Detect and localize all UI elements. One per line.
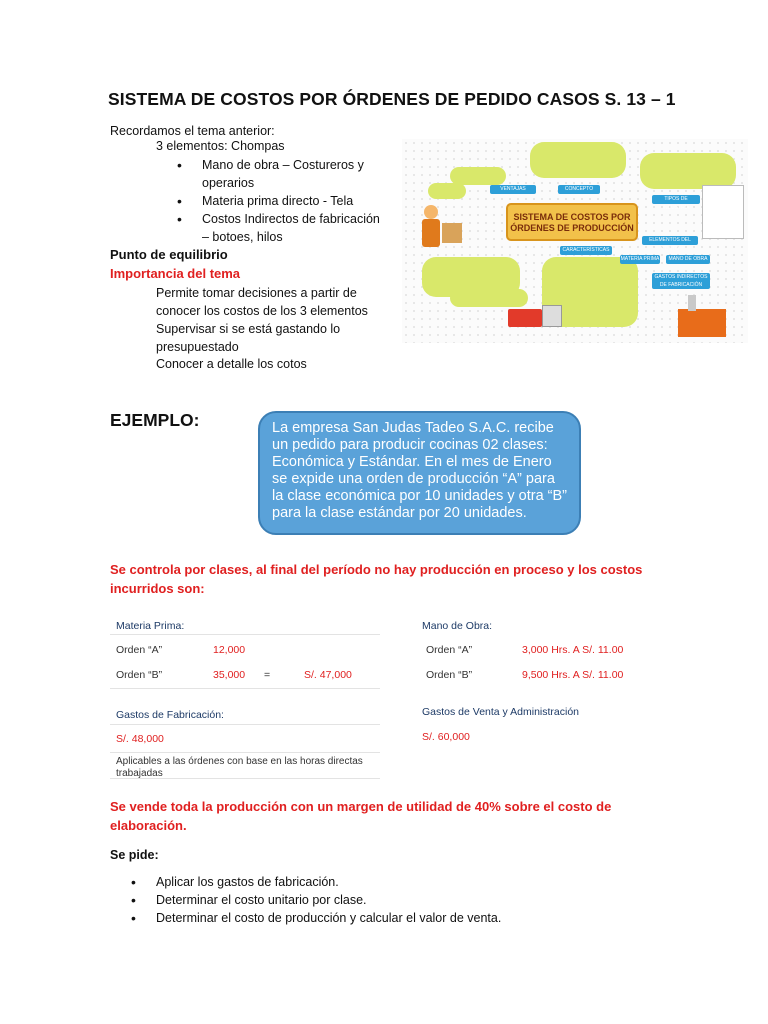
mo-order-a-label: Orden “A” [426, 644, 473, 656]
concept-cloud [530, 142, 626, 178]
factory-illustration [678, 309, 726, 337]
node-materia: MATERIA PRIMA [620, 256, 660, 262]
costs-table-image [110, 606, 636, 780]
node-ventajas: VENTAJAS [490, 185, 536, 194]
order-a-amount: 12,000 [213, 644, 246, 656]
example-heading: EJEMPLO: [110, 410, 200, 430]
industry-cloud [640, 153, 736, 189]
advantage-cloud [450, 289, 528, 307]
recap-elements: 3 elementos: Chompas [156, 139, 285, 153]
control-statement: Se controla por clases, al final del período no hay producción en proceso y los costos incurridos son: [110, 562, 643, 596]
order-a-label: Orden “A” [116, 644, 163, 656]
mind-map-image [402, 139, 748, 343]
node-tipos: TIPOS DE INDUSTRIA [652, 195, 700, 204]
order-b-amount: 35,000 [213, 669, 246, 681]
mo-order-b-label: Orden “B” [426, 669, 473, 681]
importance-heading: Importancia del tema [110, 266, 241, 281]
elements-list [177, 156, 389, 246]
gastos-venta-label: Gastos de Venta y Administración [422, 706, 580, 718]
gastos-fabricacion-note: Aplicables a las órdenes con base en las horas directas trabajadas [116, 756, 363, 779]
worker-illustration [424, 205, 438, 219]
gastos-venta-amount: S/. 60,000 [422, 731, 470, 743]
sale-statement: Se vende toda la producción con un margen de utilidad de 40% sobre el costo de elaboración. [110, 799, 612, 833]
mo-order-a-detail: 3,000 Hrs. A S/. 11.00 [522, 644, 624, 656]
document-illustration [702, 185, 744, 239]
node-concepto: CONCEPTO [558, 185, 600, 194]
list-item: • Materia prima directo - Tela [177, 192, 389, 210]
materia-prima-total: S/. 47,000 [304, 669, 352, 681]
worker-body [422, 219, 440, 247]
mind-map-center: SISTEMA DE COSTOS POR ÓRDENES DE PRODUCCIÓN [506, 203, 638, 241]
importance-line: Supervisar si se está gastando lo presupuestado [156, 322, 341, 354]
advantage-cloud [428, 183, 466, 199]
asks-list [131, 873, 651, 927]
page-title: SISTEMA DE COSTOS POR ÓRDENES DE PEDIDO CASOS S. 13 – 1 [108, 89, 676, 109]
equilibrium-heading: Punto de equilibrio [110, 247, 228, 262]
materia-prima-label: Materia Prima: [116, 620, 185, 632]
importance-line: Permite tomar decisiones a partir de conocer los costos de los 3 elementos [156, 286, 368, 318]
box-illustration [442, 223, 462, 243]
mo-order-b-detail: 9,500 Hrs. A S/. 11.00 [522, 669, 624, 681]
list-item: • Mano de obra – Costureros y operarios [177, 156, 389, 192]
truck-trailer [542, 305, 562, 327]
equals-sign: = [264, 669, 271, 681]
list-item: • Costos Indirectos de fabricación – botoes, hilos [177, 210, 389, 246]
gastos-fabricacion-amount: S/. 48,000 [116, 733, 164, 745]
list-item: • Determinar el costo unitario por clase. [131, 891, 651, 909]
list-item: • Aplicar los gastos de fabricación. [131, 873, 651, 891]
example-box: La empresa San Judas Tadeo S.A.C. recibe un pedido para producir cocinas 02 clases: Económica y Estándar. En el mes de Enero se expide una orden de producción “A” para la clase económica por 10 unidades y otra “B” para la clase estándar por 20 unidades. [258, 411, 581, 535]
node-mano-obra: MANO DE OBRA [666, 255, 710, 264]
mano-obra-label: Mano de Obra: [422, 620, 493, 632]
truck-illustration [508, 309, 542, 327]
gastos-fabricacion-label: Gastos de Fabricación: [116, 709, 224, 721]
list-item: • Determinar el costo de producción y calcular el valor de venta. [131, 909, 651, 927]
factory-chimney [688, 295, 696, 311]
node-caracteristicas: CARACTERÍSTICAS [560, 246, 612, 255]
node-gastos: GASTOS INDIRECTOS DE FABRICACIÓN [652, 273, 710, 289]
order-b-label: Orden “B” [116, 669, 163, 681]
importance-line: Conocer a detalle los cotos [156, 357, 307, 371]
asks-heading: Se pide: [110, 848, 159, 862]
node-elementos: ELEMENTOS DEL COSTO [642, 236, 698, 245]
recap-intro: Recordamos el tema anterior: [110, 124, 275, 138]
